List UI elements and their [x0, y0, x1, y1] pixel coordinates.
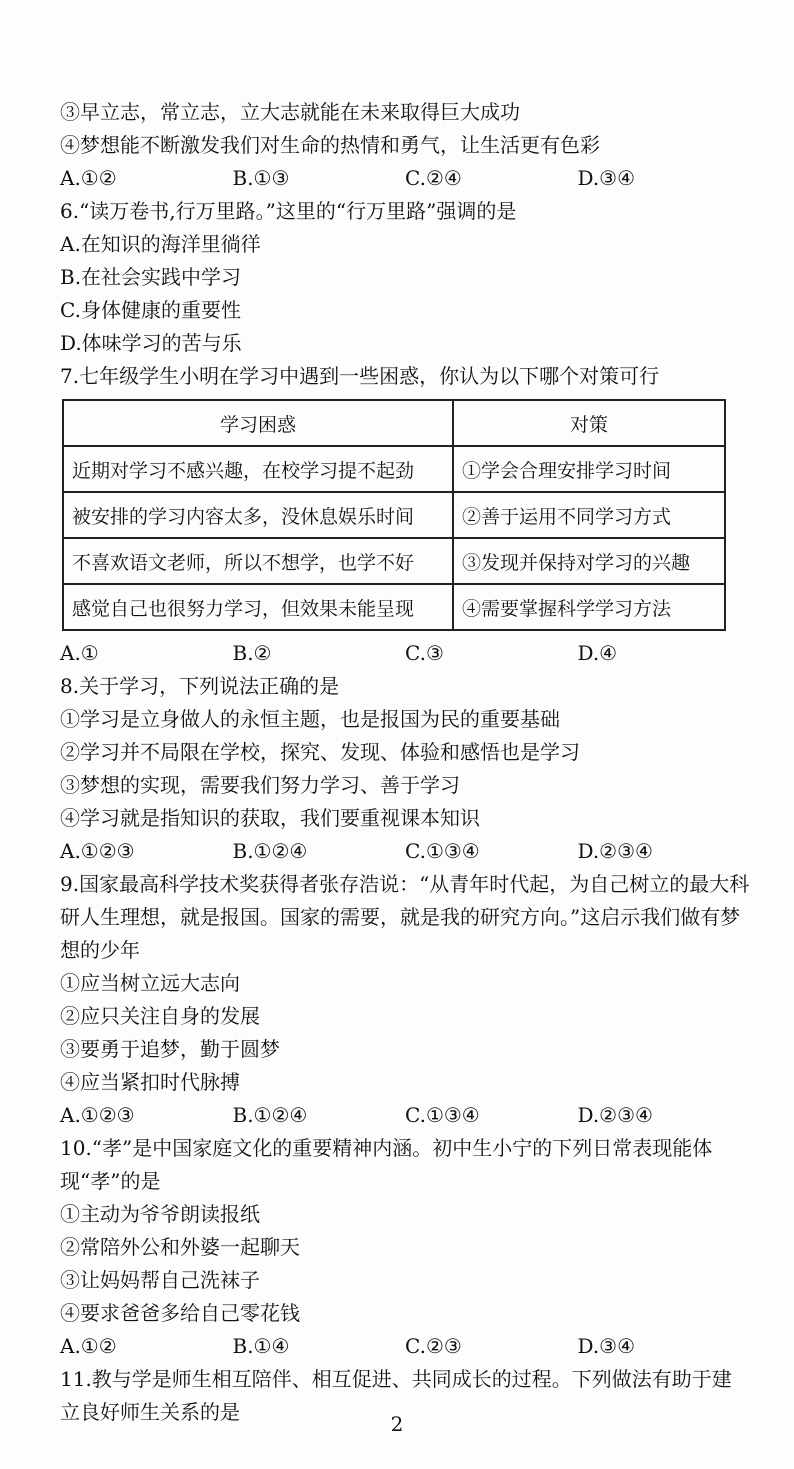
q7-header-strategy: 对策: [453, 400, 725, 446]
q10-choice-b: B.①④: [232, 1334, 290, 1358]
table-row: [63, 584, 725, 630]
q8-stem: 8.关于学习，下列说法正确的是: [60, 674, 340, 698]
q11-stem: 11.教与学是师生相互陪伴、相互促进、共同成长的过程。下列做法有助于建立良好师生关系的是: [60, 1367, 732, 1424]
q6-choice-a: A.在知识的海洋里徜徉: [60, 232, 261, 256]
q7-table-header: [63, 400, 725, 446]
q10-choices: [60, 1330, 750, 1363]
q6-choice-d: D.体味学习的苦与乐: [60, 331, 242, 355]
q6-stem: 6.“读万卷书,行万里路。”这里的“行万里路”强调的是: [60, 199, 517, 223]
q9-option-1: ①应当树立远大志向: [60, 971, 240, 995]
q7-confusion-cell: 不喜欢语文老师，所以不想学，也学不好: [63, 538, 453, 584]
q7-strategy-cell: ①学会合理安排学习时间: [453, 446, 725, 492]
q8-option-2: ②学习并不局限在学校，探究、发现、体验和感悟也是学习: [60, 740, 580, 764]
q9-choice-d: D.②③④: [577, 1103, 653, 1127]
q9-choice-a: A.①②③: [60, 1103, 135, 1127]
q10-option-3: ③让妈妈帮自己洗袜子: [60, 1268, 260, 1292]
table-row: [63, 446, 725, 492]
q7-choices: [60, 637, 750, 670]
q7-stem: 7.七年级学生小明在学习中遇到一些困惑，你认为以下哪个对策可行: [60, 364, 660, 388]
q10-stem: 10.“孝”是中国家庭文化的重要精神内涵。初中生小宁的下列日常表现能体现“孝”的是: [60, 1136, 713, 1193]
q8-choice-d: D.②③④: [577, 839, 653, 863]
q7-confusion-cell: 感觉自己也很努力学习，但效果未能呈现: [63, 584, 453, 630]
q8-choice-b: B.①②④: [232, 839, 308, 863]
q9-option-3: ③要勇于追梦，勤于圆梦: [60, 1037, 280, 1061]
table-row: [63, 538, 725, 584]
q5-option-4: ④梦想能不断激发我们对生命的热情和勇气，让生活更有色彩: [60, 133, 600, 157]
q10-choice-a: A.①②: [60, 1334, 117, 1358]
q10-choice-c: C.②③: [405, 1334, 462, 1358]
q8-choice-c: C.①③④: [405, 839, 480, 863]
table-row: [63, 492, 725, 538]
q8-choice-a: A.①②③: [60, 839, 135, 863]
q9-stem: 9.国家最高科学技术奖获得者张存浩说：“从青年时代起，为自己树立的最大科研人生理想，就是报国。国家的需要，就是我的研究方向。”这启示我们做有梦想的少年: [60, 872, 750, 962]
q8-option-4: ④学习就是指知识的获取，我们要重视课本知识: [60, 806, 480, 830]
q7-confusion-cell: 近期对学习不感兴趣，在校学习提不起劲: [63, 446, 453, 492]
q5-choice-b: B.①③: [232, 166, 290, 190]
q7-choice-b: B.②: [232, 641, 272, 665]
q7-choice-c: C.③: [405, 641, 444, 665]
q10-choice-d: D.③④: [577, 1334, 636, 1358]
q7-table: [62, 399, 726, 631]
q7-choice-d: D.④: [577, 641, 618, 665]
q9-choice-b: B.①②④: [232, 1103, 308, 1127]
q6-choice-b: B.在社会实践中学习: [60, 265, 242, 289]
q9-choices: [60, 1099, 750, 1132]
page-number: 2: [390, 1412, 404, 1436]
page-content: [60, 96, 750, 1429]
q7-strategy-cell: ④需要掌握科学学习方法: [453, 584, 725, 630]
q7-strategy-cell: ③发现并保持对学习的兴趣: [453, 538, 725, 584]
q10-option-1: ①主动为爷爷朗读报纸: [60, 1202, 260, 1226]
q7-confusion-cell: 被安排的学习内容太多，没休息娱乐时间: [63, 492, 453, 538]
q8-choices: [60, 835, 750, 868]
q8-option-3: ③梦想的实现，需要我们努力学习、善于学习: [60, 773, 460, 797]
q9-option-4: ④应当紧扣时代脉搏: [60, 1070, 240, 1094]
q6-choice-c: C.身体健康的重要性: [60, 298, 241, 322]
q10-option-4: ④要求爸爸多给自己零花钱: [60, 1301, 300, 1325]
q9-option-2: ②应只关注自身的发展: [60, 1004, 260, 1028]
q7-strategy-cell: ②善于运用不同学习方式: [453, 492, 725, 538]
q5-choice-d: D.③④: [577, 166, 636, 190]
q7-header-confusion: 学习困惑: [63, 400, 453, 446]
q10-option-2: ②常陪外公和外婆一起聊天: [60, 1235, 300, 1259]
q9-choice-c: C.①③④: [405, 1103, 480, 1127]
q5-choices: [60, 162, 750, 195]
q5-choice-c: C.②④: [405, 166, 462, 190]
q7-choice-a: A.①: [60, 641, 99, 665]
q8-option-1: ①学习是立身做人的永恒主题，也是报国为民的重要基础: [60, 707, 560, 731]
q5-choice-a: A.①②: [60, 166, 117, 190]
q5-option-3: ③早立志，常立志，立大志就能在未来取得巨大成功: [60, 100, 520, 124]
